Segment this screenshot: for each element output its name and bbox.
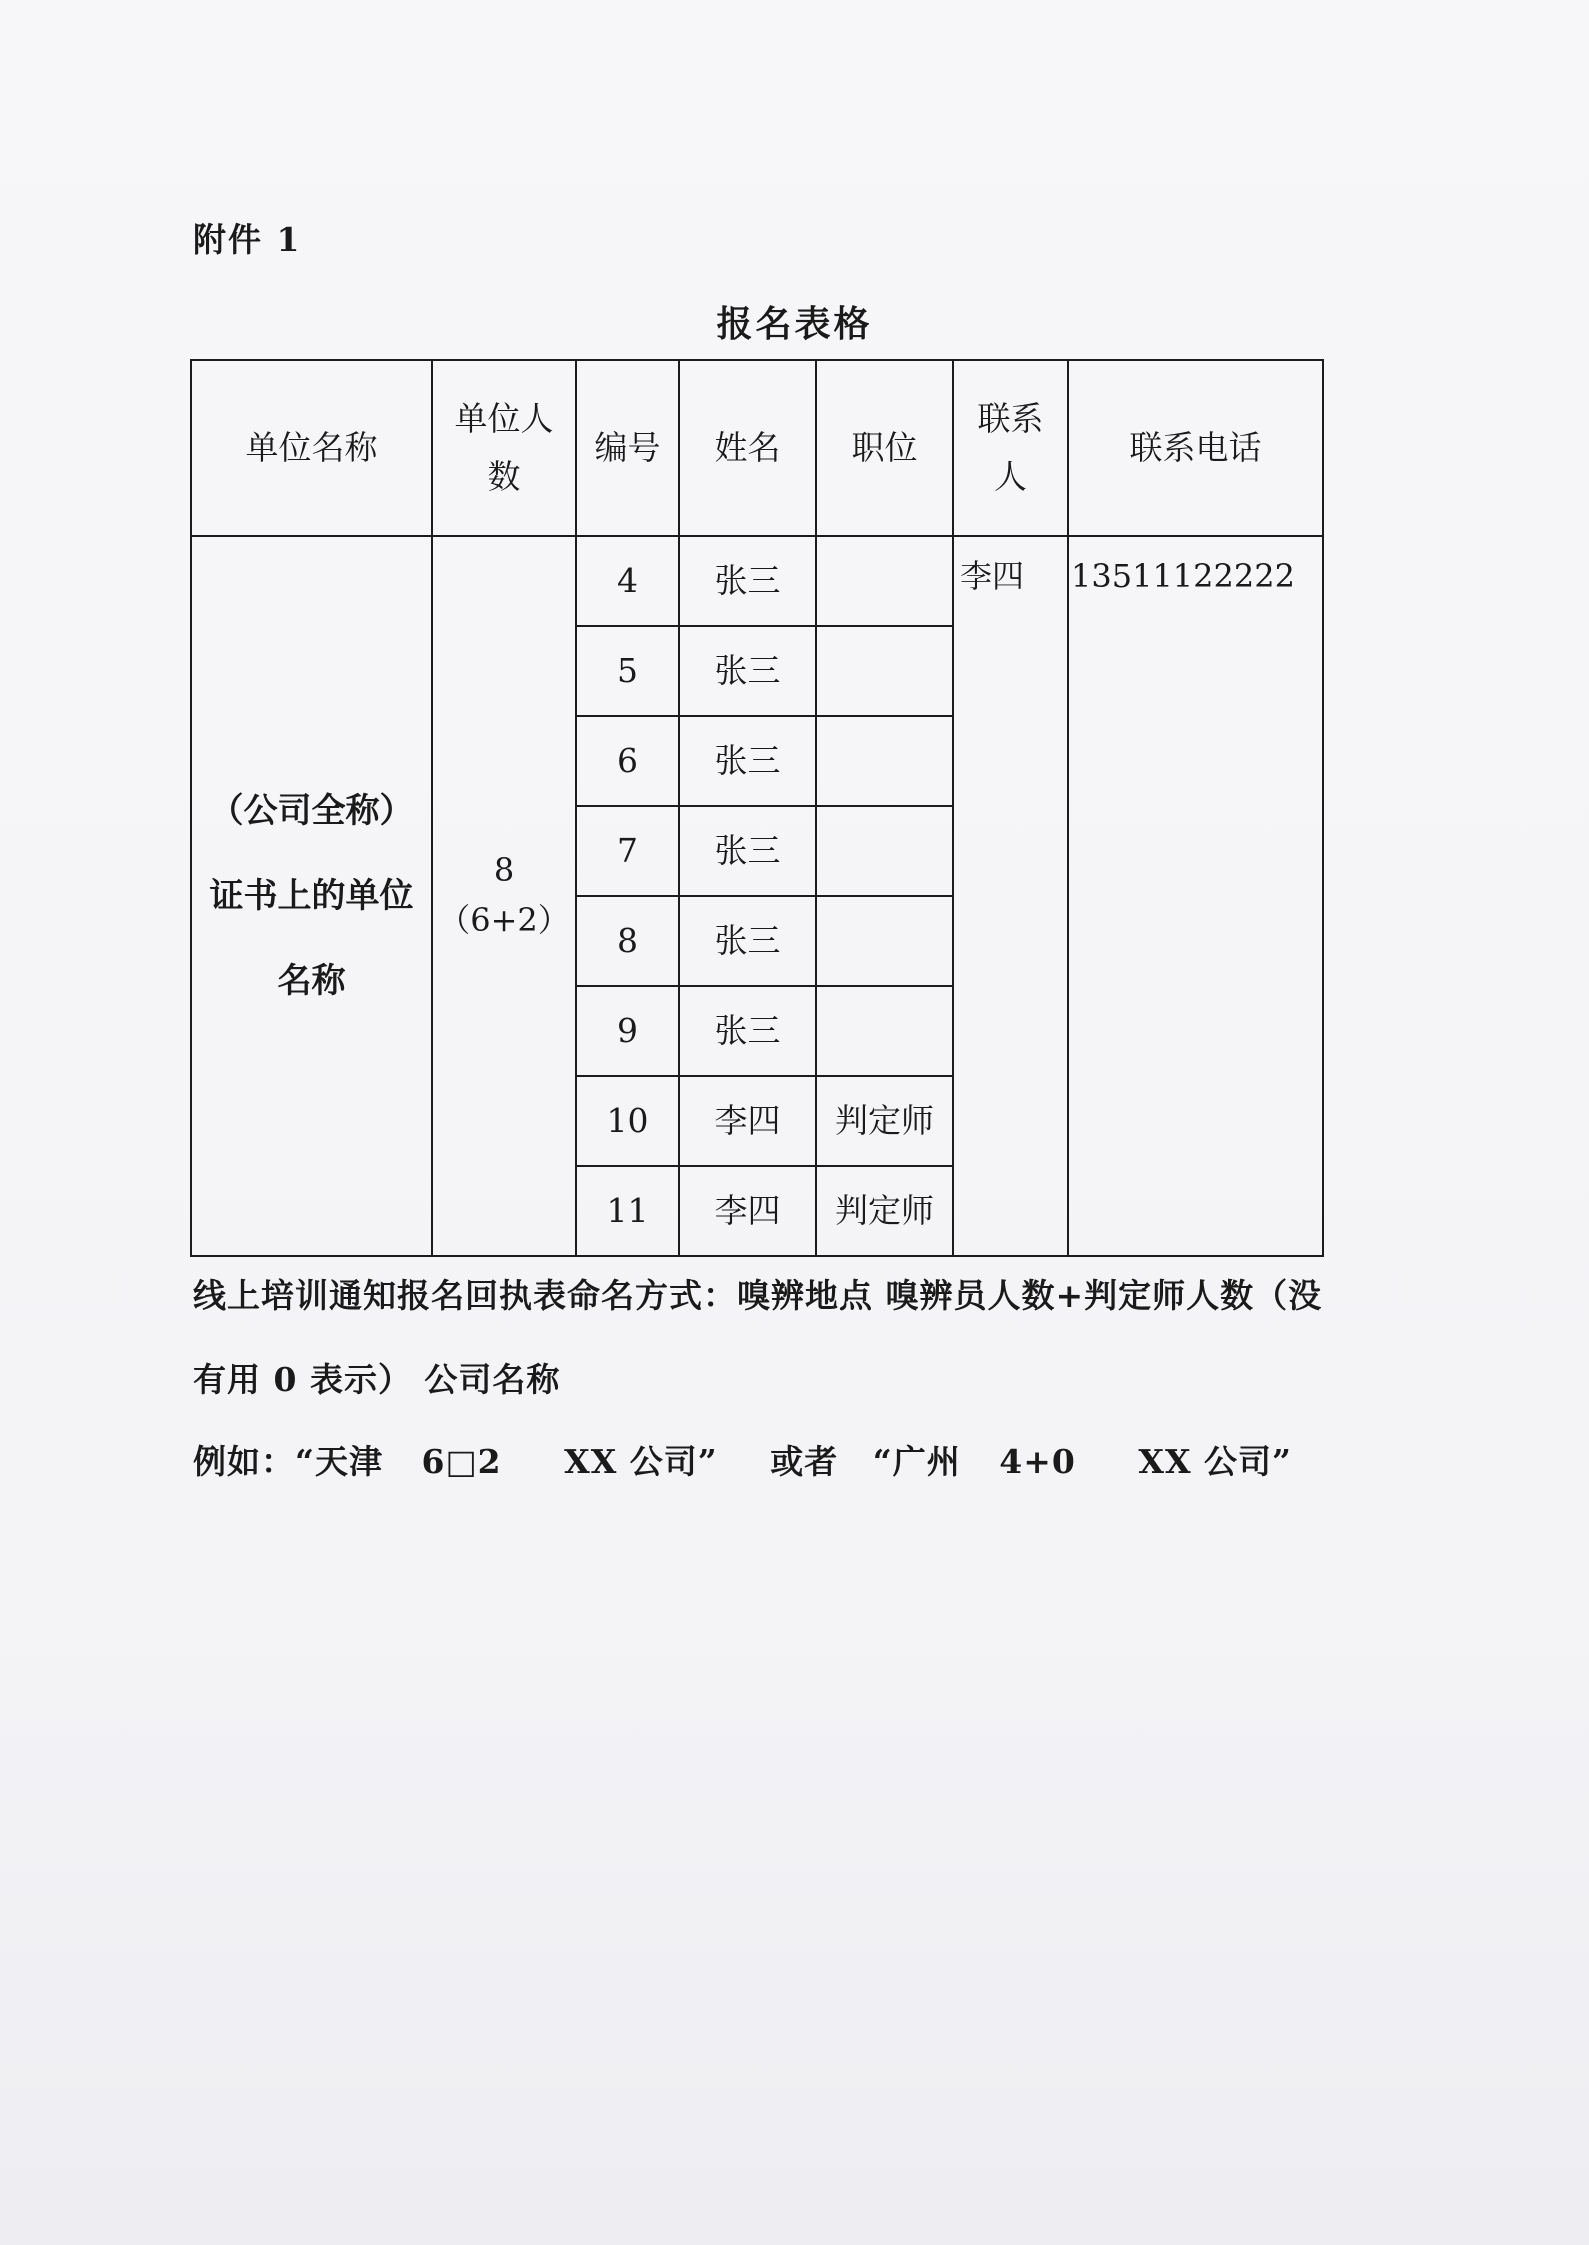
row-number: 4 xyxy=(576,536,679,626)
row-number: 10 xyxy=(576,1076,679,1166)
row-name: 张三 xyxy=(679,806,816,896)
contact-phone-cell xyxy=(1068,536,1323,1256)
count-total: 8 xyxy=(493,851,515,890)
table-header-row xyxy=(191,360,1323,536)
header-name: 姓名 xyxy=(679,360,816,536)
row-number: 5 xyxy=(576,626,679,716)
header-unit-name: 单位名称 xyxy=(191,360,432,536)
row-number: 8 xyxy=(576,896,679,986)
row-number: 7 xyxy=(576,806,679,896)
row-name: 李四 xyxy=(679,1076,816,1166)
row-position xyxy=(816,806,953,896)
row-position xyxy=(816,986,953,1076)
row-position: 判定师 xyxy=(816,1076,953,1166)
unit-count-cell xyxy=(432,536,576,1256)
row-number: 11 xyxy=(576,1166,679,1256)
row-name: 张三 xyxy=(679,896,816,986)
contact-person: 李四 xyxy=(960,557,1025,595)
row-name: 张三 xyxy=(679,986,816,1076)
example2-city: “广州 xyxy=(872,1442,961,1481)
company-line-1: （公司全称） xyxy=(209,790,414,831)
row-name: 张三 xyxy=(679,716,816,806)
row-name: 张三 xyxy=(679,626,816,716)
row-position xyxy=(816,896,953,986)
registration-table xyxy=(190,359,1324,1257)
example2-company: XX 公司” xyxy=(1138,1442,1293,1481)
row-position xyxy=(816,536,953,626)
example-prefix: 例如： xyxy=(193,1442,295,1481)
row-position xyxy=(816,716,953,806)
header-position: 职位 xyxy=(816,360,953,536)
contact-phone: 13511122222 xyxy=(1071,557,1295,595)
company-line-3: 名称 xyxy=(277,960,346,1001)
header-number: 编号 xyxy=(576,360,679,536)
example2-count: 4+0 xyxy=(999,1442,1076,1481)
example-or: 或者 xyxy=(770,1442,839,1481)
row-number: 6 xyxy=(576,716,679,806)
header-contact: 联系人 xyxy=(953,360,1068,536)
header-phone: 联系电话 xyxy=(1068,360,1323,536)
header-unit-count: 单位人数 xyxy=(432,360,576,536)
naming-rule-line-2: 有用 0 表示） 公司名称 xyxy=(193,1360,561,1399)
naming-example xyxy=(193,1436,1292,1483)
example1-company: XX 公司” xyxy=(564,1442,718,1481)
page-title: 报名表格 xyxy=(716,303,873,345)
contact-person-cell xyxy=(953,536,1068,1256)
company-line-2: 证书上的单位 xyxy=(209,875,414,916)
company-name-cell xyxy=(191,536,432,1256)
row-number: 9 xyxy=(576,986,679,1076)
row-name: 李四 xyxy=(679,1166,816,1256)
table-row xyxy=(191,536,1323,626)
count-breakdown: （6+2） xyxy=(438,901,570,939)
example1-city: “天津 xyxy=(295,1442,383,1481)
attachment-label: 附件 1 xyxy=(193,220,302,259)
row-position xyxy=(816,626,953,716)
row-name: 张三 xyxy=(679,536,816,626)
row-position: 判定师 xyxy=(816,1166,953,1256)
example1-count: 6□2 xyxy=(421,1442,502,1481)
naming-rule-line-1: 线上培训通知报名回执表命名方式：嗅辨地点 嗅辨员人数+判定师人数（没 xyxy=(193,1276,1323,1315)
